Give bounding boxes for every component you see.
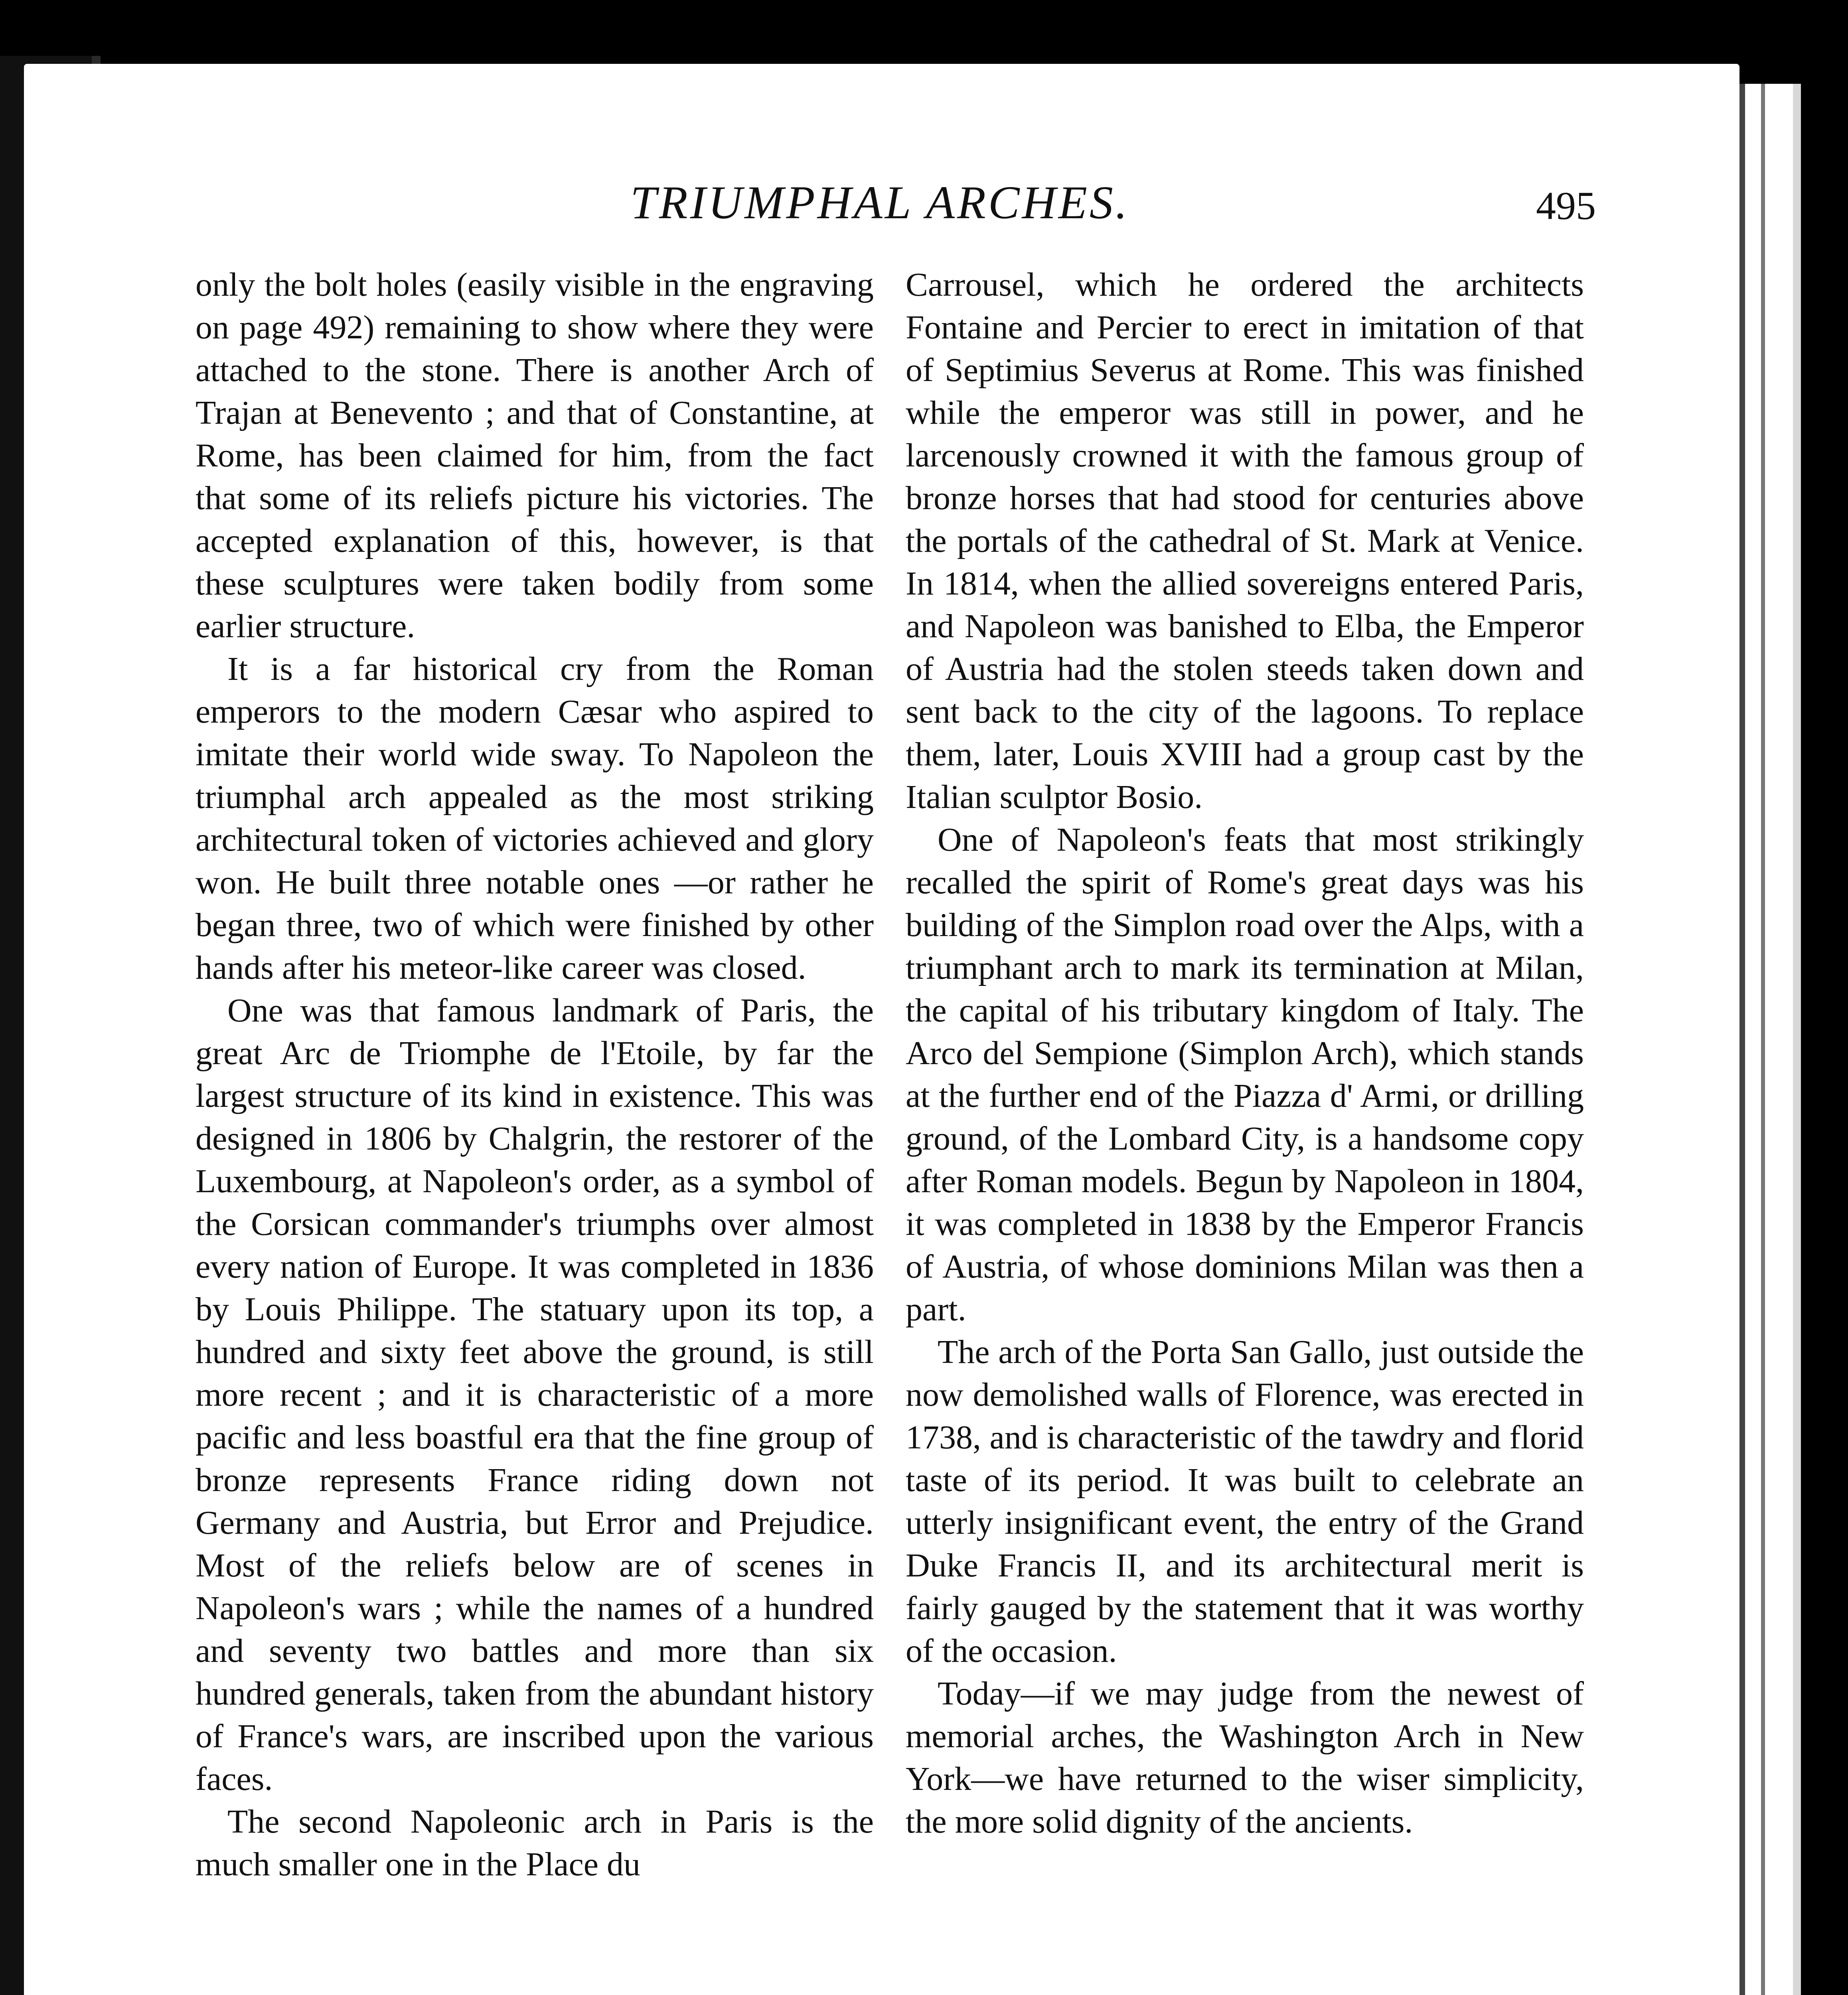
right-text-column [906,263,1584,1843]
page-stack-edge [1739,84,1801,1995]
page-number: 495 [1536,184,1596,228]
paragraph: The second Napoleonic arch in Paris is the much smaller one in the Place du [195,1803,874,1883]
paragraph: It is a far historical cry from the Roman emperors to the modern Cæsar who aspired to imitate their world wide sway. To Napoleon the triumphal arch appealed as the most striking architectural token of victories achieved and glory won. He built three notable ones —or rather he began three, two of which were finished by other hands after his meteor-like career was closed. [195,650,874,986]
paragraph: The arch of the Porta San Gallo, just outside the now demolished walls of Florence, was erected in 1738, and is characteristic of the tawdry and florid taste of its period. It was built to celebrate an utterly insignificant event, the entry of the Grand Duke Francis II, and its architectural merit is fairly gauged by the statement that it was worthy of the occasion. [906,1333,1584,1669]
paragraph: only the bolt holes (easily visible in the engraving on page 492) remaining to show where they were attached to the stone. There is another Arch of Trajan at Benevento ; and that of Constantine, at Rome, has been claimed for him, from the fact that some of its reliefs picture his victories. The accepted explanation of this, however, is that these sculptures were taken bodily from some earlier structure. [195,266,874,645]
paragraph: Today—if we may judge from the newest of memorial arches, the Washington Arch in New York—we have returned to the wiser simplicity, the more solid dignity of the ancients. [906,1675,1584,1840]
paragraph: One was that famous landmark of Paris, the great Arc de Triomphe de l'Etoile, by far the largest structure of its kind in existence. This was designed in 1806 by Chalgrin, the restorer of the Luxembourg, at Napoleon's order, as a symbol of the Corsican commander's triumphs over almost every nation of Europe. It was completed in 1836 by Louis Philippe. The statuary upon its top, a hundred and sixty feet above the ground, is still more recent ; and it is characteristic of a more pacific and less boastful era that the fine group of bronze represents France riding down not Germany and Austria, but Error and Prejudice. Most of the reliefs below are of scenes in Napoleon's wars ; while the names of a hundred and seventy two battles and more than six hundred generals, taken from the abundant history of France's wars, are inscribed upon the various faces. [195,992,874,1797]
paragraph: Carrousel, which he ordered the architects Fontaine and Percier to erect in imitation of that of Septimius Severus at Rome. This was finished while the emperor was still in power, and he larcenously crowned it with the famous group of bronze horses that had stood for centuries above the portals of the cathedral of St. Mark at Venice. In 1814, when the allied sovereigns entered Paris, and Napoleon was banished to Elba, the Emperor of Austria had the stolen steeds taken down and sent back to the city of the lagoons. To replace them, later, Louis XVIII had a group cast by the Italian sculptor Bosio. [906,266,1584,816]
paragraph: One of Napoleon's feats that most strikingly recalled the spirit of Rome's great days was his building of the Simplon road over the Alps, with a triumphant arch to mark its termination at Milan, the capital of his tributary kingdom of Italy. The Arco del Sempione (Simplon Arch), which stands at the further end of the Piazza d' Armi, or drilling ground, of the Lombard City, is a handsome copy after Roman models. Begun by Napoleon in 1804, it was completed in 1838 by the Emperor Francis of Austria, of whose dominions Milan was then a part. [906,821,1584,1328]
running-header [0,176,1739,255]
left-text-column [195,263,874,1886]
header-title: TRIUMPHAL ARCHES. [630,176,1130,229]
